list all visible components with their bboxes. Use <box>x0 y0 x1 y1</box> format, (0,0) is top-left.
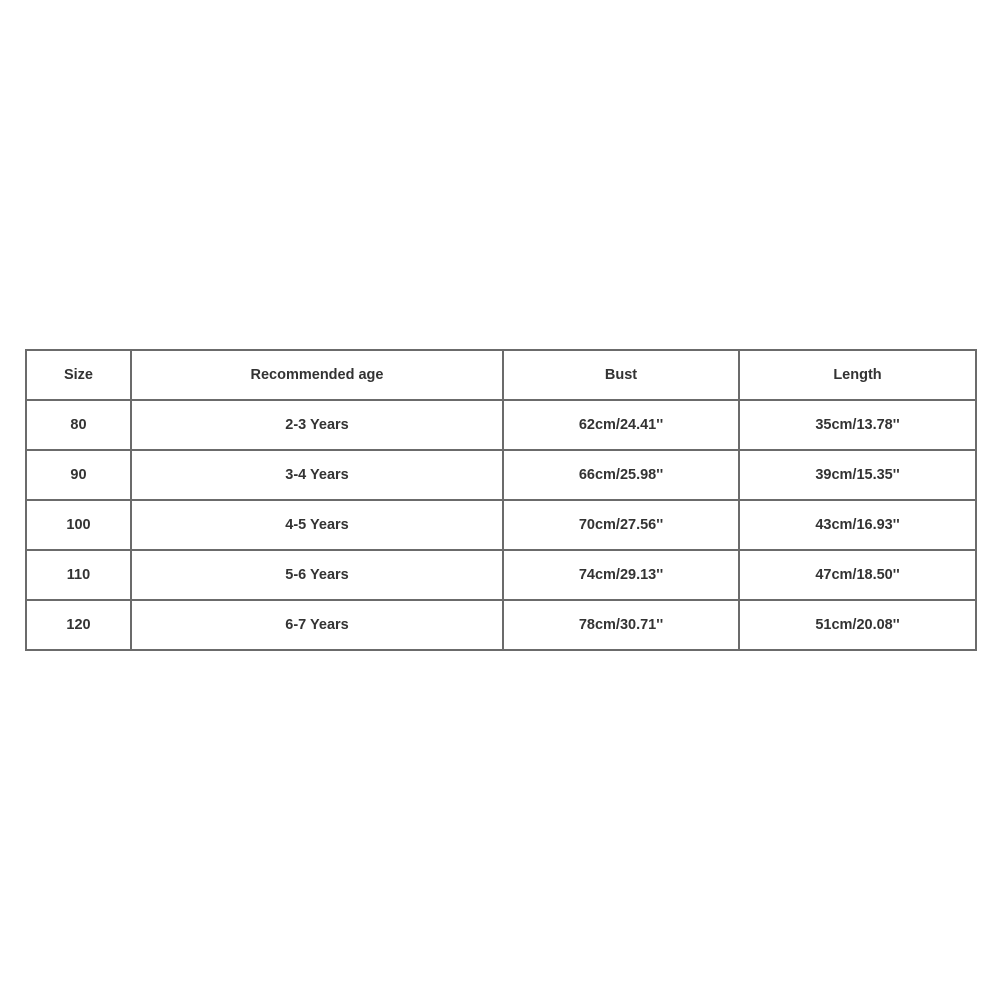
header-length: Length <box>739 350 976 400</box>
cell-length: 51cm/20.08'' <box>739 600 976 650</box>
cell-size: 90 <box>26 450 131 500</box>
table-row <box>26 400 976 450</box>
table-row <box>26 450 976 500</box>
cell-bust: 74cm/29.13'' <box>503 550 739 600</box>
header-size: Size <box>26 350 131 400</box>
cell-size: 110 <box>26 550 131 600</box>
cell-length: 35cm/13.78'' <box>739 400 976 450</box>
table-header-row <box>26 350 976 400</box>
cell-length: 47cm/18.50'' <box>739 550 976 600</box>
cell-recommended-age: 2-3 Years <box>131 400 503 450</box>
table-row <box>26 600 976 650</box>
cell-recommended-age: 3-4 Years <box>131 450 503 500</box>
cell-bust: 62cm/24.41'' <box>503 400 739 450</box>
cell-recommended-age: 5-6 Years <box>131 550 503 600</box>
cell-recommended-age: 4-5 Years <box>131 500 503 550</box>
cell-size: 80 <box>26 400 131 450</box>
table-row <box>26 500 976 550</box>
cell-bust: 70cm/27.56'' <box>503 500 739 550</box>
table-row <box>26 550 976 600</box>
cell-length: 43cm/16.93'' <box>739 500 976 550</box>
cell-bust: 66cm/25.98'' <box>503 450 739 500</box>
size-chart-table <box>25 349 977 651</box>
header-bust: Bust <box>503 350 739 400</box>
cell-size: 100 <box>26 500 131 550</box>
cell-bust: 78cm/30.71'' <box>503 600 739 650</box>
cell-length: 39cm/15.35'' <box>739 450 976 500</box>
header-recommended-age: Recommended age <box>131 350 503 400</box>
cell-size: 120 <box>26 600 131 650</box>
cell-recommended-age: 6-7 Years <box>131 600 503 650</box>
